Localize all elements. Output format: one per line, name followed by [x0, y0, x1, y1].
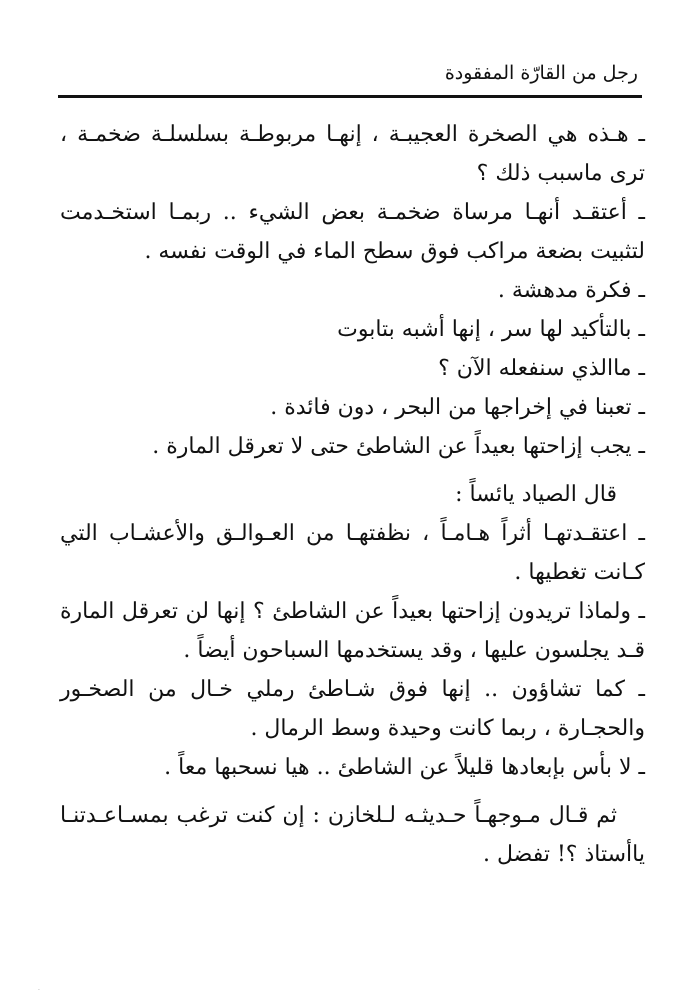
paragraph: ـ لا بأس بإبعادها قليلاً عن الشاطئ .. هيا نسحبها معاً . — [164, 755, 645, 780]
running-header-title: رجل من القارّة المفقودة — [444, 62, 638, 84]
paragraph: ـ كما تشاؤون .. إنها فوق شـاطئ رملي خـال من الصخـور والحجـارة ، ربما كانت وحيدة وسط الرمال . — [60, 677, 645, 741]
paragraph: ـ ماالذي سنفعله الآن ؟ — [438, 356, 645, 381]
paragraph: ـ بالتأكيد لها سر ، إنها أشبه بتابوت — [337, 317, 645, 342]
paragraph: ـ اعتقـدتهـا أثراً هـامـاً ، نظفتهـا من العـوالـق والأعشـاب التي كـانت تغطيها . — [60, 521, 645, 585]
body-text — [60, 115, 645, 874]
paragraph: ـ ولماذا تريدون إزاحتها بعيداً عن الشاطئ ؟ إنها لن تعرقل المارة قـد يجلسون عليها ، وقد يستخدمها السباحون أيضاً . — [60, 599, 646, 663]
paragraph: ـ تعبنا في إخراجها من البحر ، دون فائدة . — [270, 395, 645, 420]
paragraph: ثم قـال مـوجهـاً حـديثـه لـلخازن : إن كنت ترغب بمسـاعـدتنـا ياأستاذ ؟! تفضل . — [60, 803, 645, 867]
page-corner-mark: · — [38, 987, 40, 994]
header-rule — [58, 95, 642, 98]
paragraph: ـ هـذه هي الصخرة العجيبـة ، إنهـا مربوطـة بسلسلـة ضخمـة ، ترى ماسبب ذلك ؟ — [60, 122, 645, 186]
paragraph: ـ يجب إزاحتها بعيداً عن الشاطئ حتى لا تعرقل المارة . — [152, 434, 645, 459]
paragraph: ـ فكرة مدهشة . — [497, 278, 645, 303]
paragraph: قال الصياد يائساً : — [455, 482, 617, 507]
paragraph: ـ أعتقـد أنهـا مرساة ضخمـة بعض الشيء .. ربمـا استخـدمت لتثبيت بضعة مراكب فوق سطح الماء في الوقت نفسه . — [60, 200, 645, 264]
